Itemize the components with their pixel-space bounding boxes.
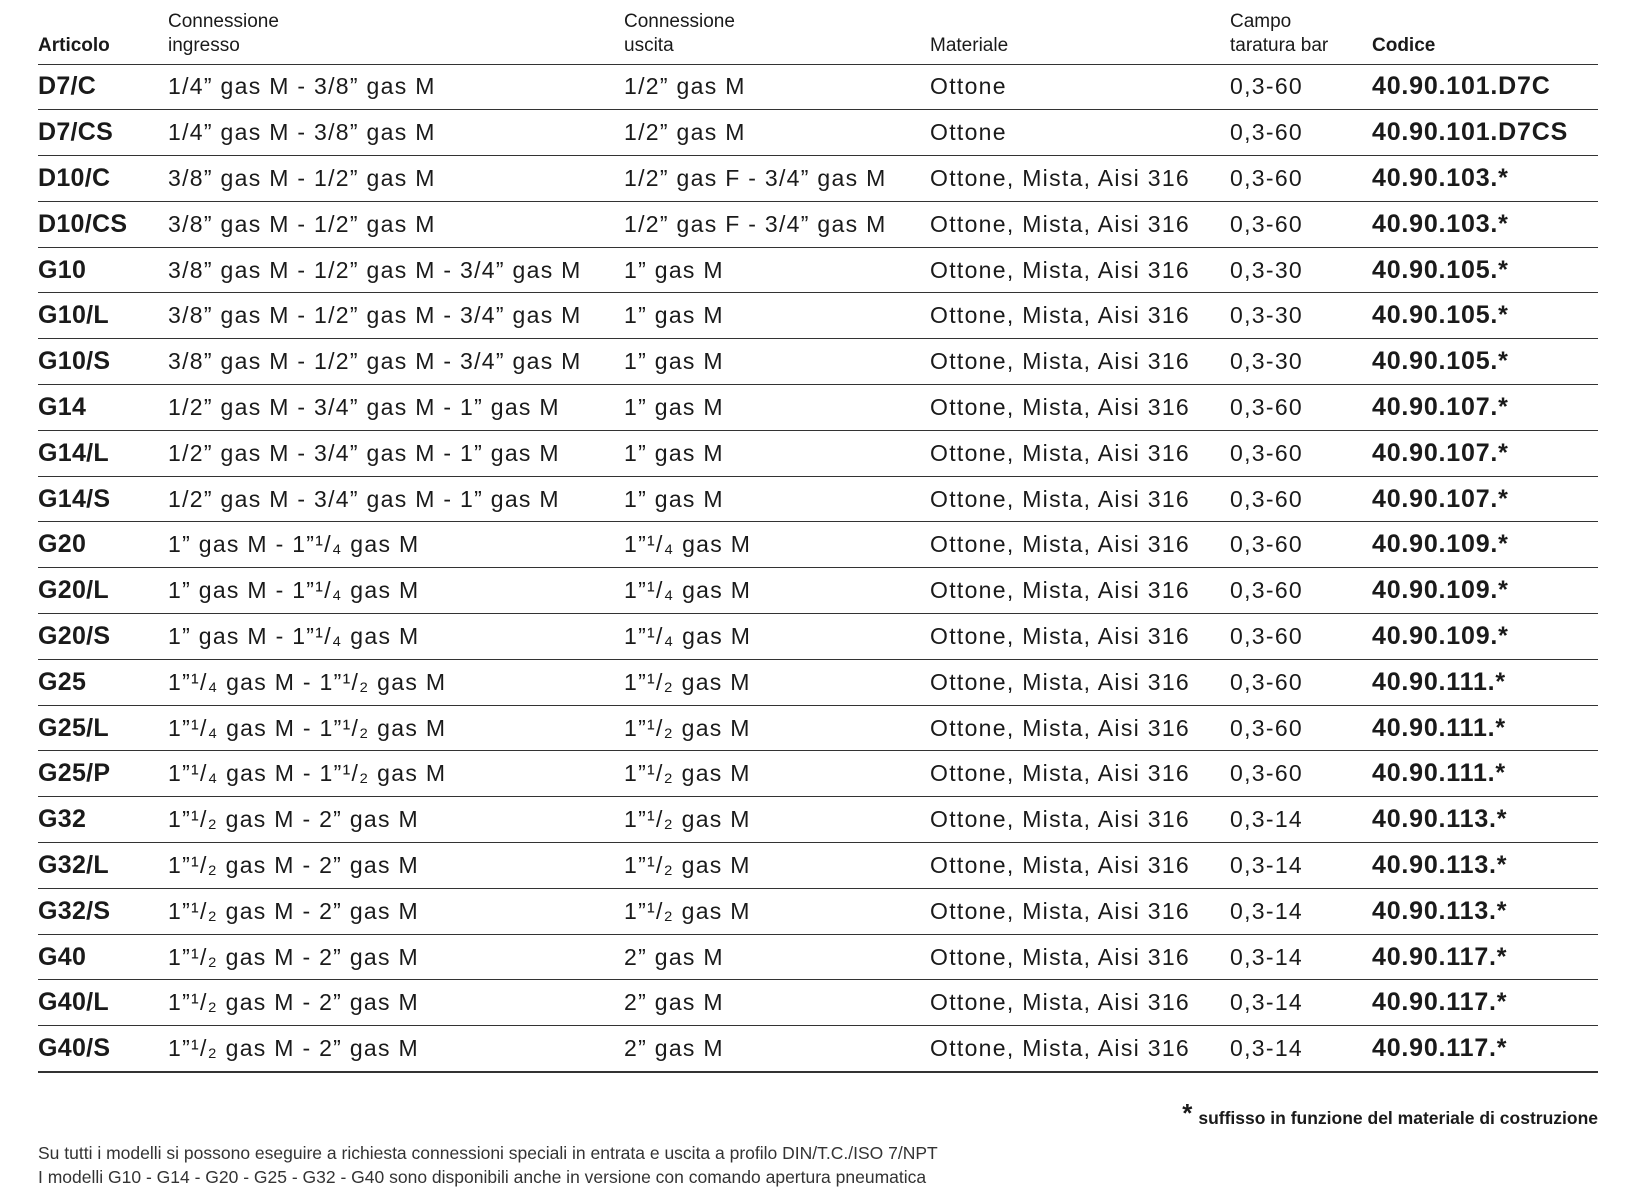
- header-connessione-ingresso: Connessione ingresso: [168, 8, 624, 64]
- cell-connessione-ingresso: 1” gas M - 1”¹/₄ gas M: [168, 522, 624, 568]
- cell-connessione-uscita: 2” gas M: [624, 980, 930, 1026]
- cell-articolo: G40/S: [38, 1026, 168, 1072]
- cell-campo-taratura: 0,3-60: [1230, 64, 1372, 110]
- cell-materiale: Ottone, Mista, Aisi 316: [930, 980, 1230, 1026]
- cell-connessione-ingresso: 1/2” gas M - 3/4” gas M - 1” gas M: [168, 476, 624, 522]
- cell-articolo: D10/C: [38, 156, 168, 202]
- footnote-text: suffisso in funzione del materiale di costruzione: [1198, 1108, 1598, 1128]
- table-row: [38, 659, 1598, 705]
- cell-articolo: G25: [38, 659, 168, 705]
- cell-campo-taratura: 0,3-60: [1230, 476, 1372, 522]
- cell-codice: 40.90.101.D7C: [1372, 64, 1598, 110]
- cell-connessione-ingresso: 1”¹/₄ gas M - 1”¹/₂ gas M: [168, 705, 624, 751]
- cell-connessione-uscita: 1”¹/₂ gas M: [624, 843, 930, 889]
- cell-campo-taratura: 0,3-30: [1230, 247, 1372, 293]
- cell-articolo: G40/L: [38, 980, 168, 1026]
- cell-materiale: Ottone, Mista, Aisi 316: [930, 430, 1230, 476]
- cell-campo-taratura: 0,3-14: [1230, 934, 1372, 980]
- cell-codice: 40.90.111.*: [1372, 705, 1598, 751]
- cell-articolo: D10/CS: [38, 201, 168, 247]
- cell-connessione-uscita: 1/2” gas F - 3/4” gas M: [624, 156, 930, 202]
- cell-connessione-uscita: 1”¹/₄ gas M: [624, 568, 930, 614]
- cell-codice: 40.90.103.*: [1372, 156, 1598, 202]
- header-codice: Codice: [1372, 8, 1598, 64]
- cell-articolo: G20/L: [38, 568, 168, 614]
- cell-codice: 40.90.109.*: [1372, 568, 1598, 614]
- cell-campo-taratura: 0,3-60: [1230, 385, 1372, 431]
- cell-materiale: Ottone, Mista, Aisi 316: [930, 568, 1230, 614]
- cell-codice: 40.90.107.*: [1372, 430, 1598, 476]
- cell-connessione-ingresso: 1”¹/₂ gas M - 2” gas M: [168, 1026, 624, 1072]
- cell-connessione-ingresso: 1/4” gas M - 3/8” gas M: [168, 110, 624, 156]
- table-row: [38, 888, 1598, 934]
- cell-materiale: Ottone: [930, 64, 1230, 110]
- cell-materiale: Ottone, Mista, Aisi 316: [930, 751, 1230, 797]
- table-row: [38, 110, 1598, 156]
- cell-campo-taratura: 0,3-60: [1230, 705, 1372, 751]
- cell-campo-taratura: 0,3-60: [1230, 522, 1372, 568]
- table-row: [38, 843, 1598, 889]
- cell-connessione-ingresso: 3/8” gas M - 1/2” gas M: [168, 156, 624, 202]
- cell-connessione-ingresso: 1”¹/₂ gas M - 2” gas M: [168, 980, 624, 1026]
- table-body: [38, 64, 1598, 1072]
- header-materiale: Materiale: [930, 8, 1230, 64]
- cell-materiale: Ottone, Mista, Aisi 316: [930, 888, 1230, 934]
- cell-materiale: Ottone, Mista, Aisi 316: [930, 385, 1230, 431]
- table-row: [38, 980, 1598, 1026]
- cell-articolo: G20: [38, 522, 168, 568]
- cell-materiale: Ottone, Mista, Aisi 316: [930, 156, 1230, 202]
- cell-materiale: Ottone, Mista, Aisi 316: [930, 934, 1230, 980]
- cell-connessione-uscita: 2” gas M: [624, 934, 930, 980]
- cell-materiale: Ottone: [930, 110, 1230, 156]
- cell-codice: 40.90.113.*: [1372, 888, 1598, 934]
- cell-articolo: G32: [38, 797, 168, 843]
- cell-connessione-uscita: 1”¹/₂ gas M: [624, 705, 930, 751]
- cell-materiale: Ottone, Mista, Aisi 316: [930, 797, 1230, 843]
- cell-connessione-uscita: 1” gas M: [624, 430, 930, 476]
- table-row: [38, 751, 1598, 797]
- cell-campo-taratura: 0,3-14: [1230, 797, 1372, 843]
- cell-articolo: G14/L: [38, 430, 168, 476]
- cell-campo-taratura: 0,3-14: [1230, 888, 1372, 934]
- cell-connessione-ingresso: 3/8” gas M - 1/2” gas M - 3/4” gas M: [168, 339, 624, 385]
- table-row: [38, 476, 1598, 522]
- cell-codice: 40.90.103.*: [1372, 201, 1598, 247]
- cell-articolo: G32/L: [38, 843, 168, 889]
- cell-codice: 40.90.107.*: [1372, 385, 1598, 431]
- cell-materiale: Ottone, Mista, Aisi 316: [930, 293, 1230, 339]
- cell-connessione-ingresso: 3/8” gas M - 1/2” gas M - 3/4” gas M: [168, 293, 624, 339]
- table-row: [38, 385, 1598, 431]
- cell-codice: 40.90.105.*: [1372, 293, 1598, 339]
- cell-connessione-ingresso: 1” gas M - 1”¹/₄ gas M: [168, 568, 624, 614]
- cell-codice: 40.90.111.*: [1372, 751, 1598, 797]
- note-special-connections: Su tutti i modelli si possono eseguire a richiesta connessioni speciali in entrata e uscita a profilo DIN/T.C./ISO 7/NPT: [38, 1143, 938, 1163]
- cell-connessione-uscita: 1”¹/₂ gas M: [624, 888, 930, 934]
- cell-connessione-ingresso: 1/2” gas M - 3/4” gas M - 1” gas M: [168, 430, 624, 476]
- cell-connessione-uscita: 1”¹/₄ gas M: [624, 522, 930, 568]
- cell-campo-taratura: 0,3-60: [1230, 614, 1372, 660]
- table-header-row: [38, 8, 1598, 64]
- cell-connessione-uscita: 1/2” gas M: [624, 110, 930, 156]
- cell-articolo: G32/S: [38, 888, 168, 934]
- cell-campo-taratura: 0,3-60: [1230, 430, 1372, 476]
- cell-codice: 40.90.105.*: [1372, 247, 1598, 293]
- cell-codice: 40.90.109.*: [1372, 614, 1598, 660]
- cell-campo-taratura: 0,3-60: [1230, 201, 1372, 247]
- cell-articolo: G25/L: [38, 705, 168, 751]
- cell-connessione-ingresso: 1/2” gas M - 3/4” gas M - 1” gas M: [168, 385, 624, 431]
- table-row: [38, 614, 1598, 660]
- cell-codice: 40.90.101.D7CS: [1372, 110, 1598, 156]
- cell-campo-taratura: 0,3-60: [1230, 110, 1372, 156]
- cell-connessione-uscita: 2” gas M: [624, 1026, 930, 1072]
- cell-connessione-ingresso: 1/4” gas M - 3/8” gas M: [168, 64, 624, 110]
- cell-articolo: G10: [38, 247, 168, 293]
- table-row: [38, 1026, 1598, 1072]
- cell-materiale: Ottone, Mista, Aisi 316: [930, 1026, 1230, 1072]
- table-row: [38, 64, 1598, 110]
- cell-connessione-uscita: 1” gas M: [624, 476, 930, 522]
- cell-connessione-uscita: 1” gas M: [624, 247, 930, 293]
- table-row: [38, 522, 1598, 568]
- cell-codice: 40.90.107.*: [1372, 476, 1598, 522]
- cell-codice: 40.90.113.*: [1372, 797, 1598, 843]
- table-row: [38, 797, 1598, 843]
- table-row: [38, 934, 1598, 980]
- cell-articolo: G14/S: [38, 476, 168, 522]
- cell-materiale: Ottone, Mista, Aisi 316: [930, 201, 1230, 247]
- cell-articolo: G20/S: [38, 614, 168, 660]
- table-row: [38, 568, 1598, 614]
- cell-materiale: Ottone, Mista, Aisi 316: [930, 522, 1230, 568]
- cell-campo-taratura: 0,3-14: [1230, 1026, 1372, 1072]
- cell-connessione-uscita: 1/2” gas F - 3/4” gas M: [624, 201, 930, 247]
- cell-connessione-ingresso: 1”¹/₂ gas M - 2” gas M: [168, 888, 624, 934]
- cell-materiale: Ottone, Mista, Aisi 316: [930, 659, 1230, 705]
- cell-codice: 40.90.111.*: [1372, 659, 1598, 705]
- table-row: [38, 430, 1598, 476]
- cell-articolo: D7/CS: [38, 110, 168, 156]
- cell-connessione-uscita: 1”¹/₂ gas M: [624, 797, 930, 843]
- cell-materiale: Ottone, Mista, Aisi 316: [930, 614, 1230, 660]
- cell-codice: 40.90.117.*: [1372, 1026, 1598, 1072]
- cell-campo-taratura: 0,3-60: [1230, 568, 1372, 614]
- spec-table: [38, 8, 1598, 1073]
- cell-campo-taratura: 0,3-60: [1230, 659, 1372, 705]
- cell-materiale: Ottone, Mista, Aisi 316: [930, 339, 1230, 385]
- cell-connessione-ingresso: 1”¹/₂ gas M - 2” gas M: [168, 934, 624, 980]
- header-articolo: Articolo: [38, 8, 168, 64]
- cell-articolo: G14: [38, 385, 168, 431]
- cell-materiale: Ottone, Mista, Aisi 316: [930, 247, 1230, 293]
- cell-codice: 40.90.117.*: [1372, 980, 1598, 1026]
- cell-connessione-ingresso: 1”¹/₄ gas M - 1”¹/₂ gas M: [168, 751, 624, 797]
- cell-connessione-ingresso: 1”¹/₂ gas M - 2” gas M: [168, 843, 624, 889]
- header-connessione-uscita: Connessione uscita: [624, 8, 930, 64]
- cell-codice: 40.90.117.*: [1372, 934, 1598, 980]
- table-row: [38, 201, 1598, 247]
- cell-materiale: Ottone, Mista, Aisi 316: [930, 476, 1230, 522]
- cell-articolo: D7/C: [38, 64, 168, 110]
- cell-articolo: G40: [38, 934, 168, 980]
- cell-connessione-uscita: 1” gas M: [624, 293, 930, 339]
- cell-campo-taratura: 0,3-30: [1230, 339, 1372, 385]
- note-pneumatic-version: I modelli G10 - G14 - G20 - G25 - G32 - G40 sono disponibili anche in versione con comando apertura pneumatica: [38, 1167, 927, 1187]
- cell-connessione-uscita: 1”¹/₄ gas M: [624, 614, 930, 660]
- cell-connessione-ingresso: 1”¹/₂ gas M - 2” gas M: [168, 797, 624, 843]
- cell-materiale: Ottone, Mista, Aisi 316: [930, 843, 1230, 889]
- table-row: [38, 293, 1598, 339]
- cell-codice: 40.90.109.*: [1372, 522, 1598, 568]
- cell-campo-taratura: 0,3-60: [1230, 156, 1372, 202]
- cell-connessione-uscita: 1”¹/₂ gas M: [624, 659, 930, 705]
- cell-connessione-ingresso: 1”¹/₄ gas M - 1”¹/₂ gas M: [168, 659, 624, 705]
- table-row: [38, 247, 1598, 293]
- asterisk-mark: *: [1182, 1098, 1193, 1128]
- table-row: [38, 339, 1598, 385]
- cell-connessione-uscita: 1”¹/₂ gas M: [624, 751, 930, 797]
- header-campo-taratura: Campo taratura bar: [1230, 8, 1372, 64]
- cell-campo-taratura: 0,3-60: [1230, 751, 1372, 797]
- cell-campo-taratura: 0,3-14: [1230, 980, 1372, 1026]
- cell-connessione-ingresso: 1” gas M - 1”¹/₄ gas M: [168, 614, 624, 660]
- cell-connessione-ingresso: 3/8” gas M - 1/2” gas M: [168, 201, 624, 247]
- footnote: [1182, 1098, 1598, 1129]
- cell-articolo: G10/L: [38, 293, 168, 339]
- cell-codice: 40.90.113.*: [1372, 843, 1598, 889]
- cell-connessione-uscita: 1/2” gas M: [624, 64, 930, 110]
- spec-sheet: [38, 8, 1598, 1187]
- cell-articolo: G25/P: [38, 751, 168, 797]
- cell-materiale: Ottone, Mista, Aisi 316: [930, 705, 1230, 751]
- cell-connessione-uscita: 1” gas M: [624, 385, 930, 431]
- cell-codice: 40.90.105.*: [1372, 339, 1598, 385]
- table-row: [38, 156, 1598, 202]
- cell-connessione-ingresso: 3/8” gas M - 1/2” gas M - 3/4” gas M: [168, 247, 624, 293]
- cell-articolo: G10/S: [38, 339, 168, 385]
- cell-campo-taratura: 0,3-30: [1230, 293, 1372, 339]
- cell-campo-taratura: 0,3-14: [1230, 843, 1372, 889]
- table-row: [38, 705, 1598, 751]
- cell-connessione-uscita: 1” gas M: [624, 339, 930, 385]
